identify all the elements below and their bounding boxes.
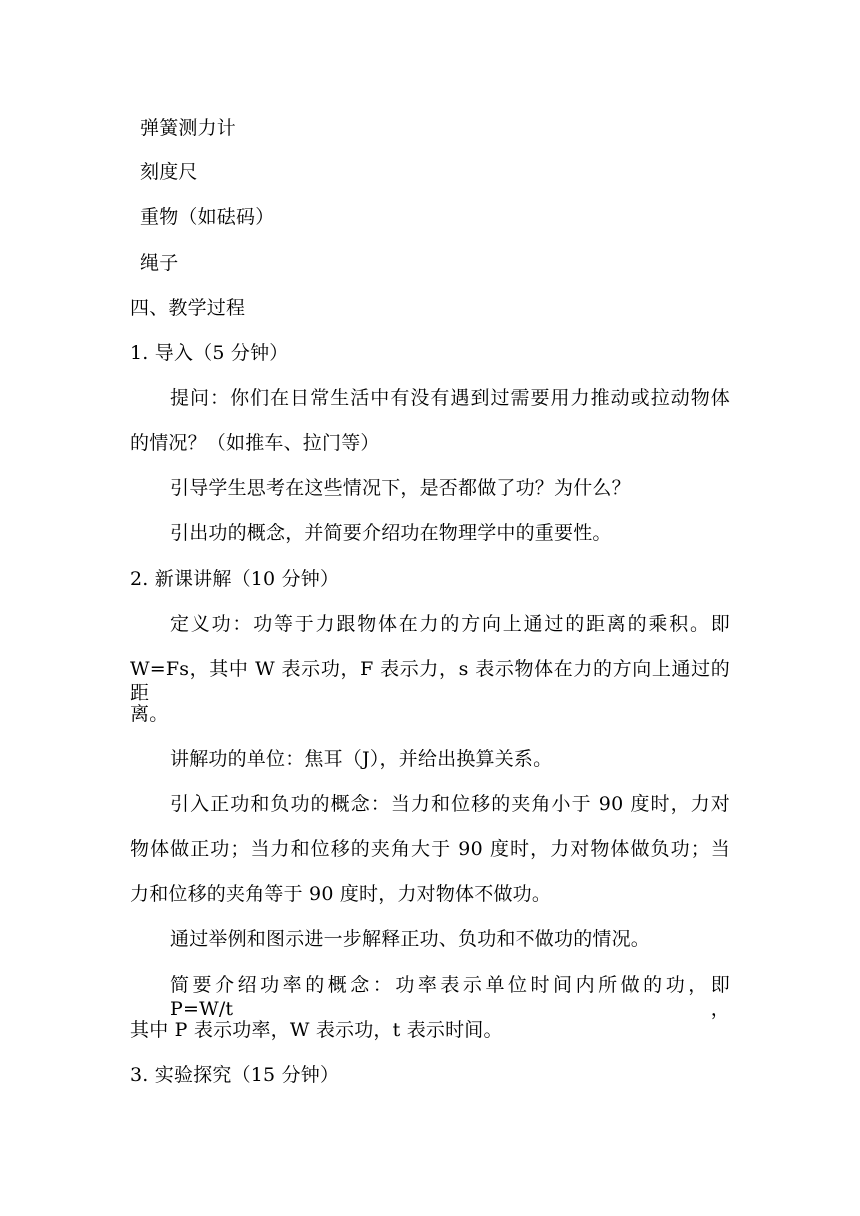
- paragraph-line: 简要介绍功率的概念：功率表示单位时间内所做的功，即 P=W/t，: [170, 974, 730, 1020]
- material-item: 重物（如砝码）: [140, 206, 275, 228]
- step-heading: 1. 导入（5 分钟）: [130, 342, 289, 364]
- material-item: 绳子: [140, 252, 179, 274]
- paragraph-line: 其中 P 表示功率，W 表示功，t 表示时间。: [130, 1019, 503, 1041]
- paragraph-line: 引出功的概念，并简要介绍功在物理学中的重要性。: [170, 522, 612, 544]
- material-item: 弹簧测力计: [140, 117, 237, 139]
- step-heading: 2. 新课讲解（10 分钟）: [130, 568, 340, 590]
- paragraph-line: 的情况？（如推车、拉门等）: [130, 432, 380, 454]
- paragraph-line: 提问：你们在日常生活中有没有遇到过需要用力推动或拉动物体: [170, 387, 730, 409]
- paragraph-line: 定义功：功等于力跟物体在力的方向上通过的距离的乘积。即: [170, 613, 730, 635]
- material-item: 刻度尺: [140, 161, 198, 183]
- paragraph-line: 引入正功和负功的概念：当力和位移的夹角小于 90 度时，力对: [170, 793, 730, 815]
- paragraph-line: 物体做正功；当力和位移的夹角大于 90 度时，力对物体做负功；当: [130, 838, 730, 860]
- step-heading: 3. 实验探究（15 分钟）: [130, 1064, 340, 1086]
- paragraph-line: 引导学生思考在这些情况下，是否都做了功？为什么？: [170, 477, 631, 499]
- paragraph-line: 离。: [130, 703, 169, 725]
- paragraph-line: 通过举例和图示进一步解释正功、负功和不做功的情况。: [170, 928, 651, 950]
- paragraph-line: 力和位移的夹角等于 90 度时，力对物体不做功。: [130, 883, 552, 905]
- paragraph-line: 讲解功的单位：焦耳（J），并给出换算关系。: [170, 748, 553, 770]
- paragraph-line: W=Fs，其中 W 表示功，F 表示力，s 表示物体在力的方向上通过的距: [130, 658, 730, 704]
- section-heading: 四、教学过程: [130, 297, 246, 319]
